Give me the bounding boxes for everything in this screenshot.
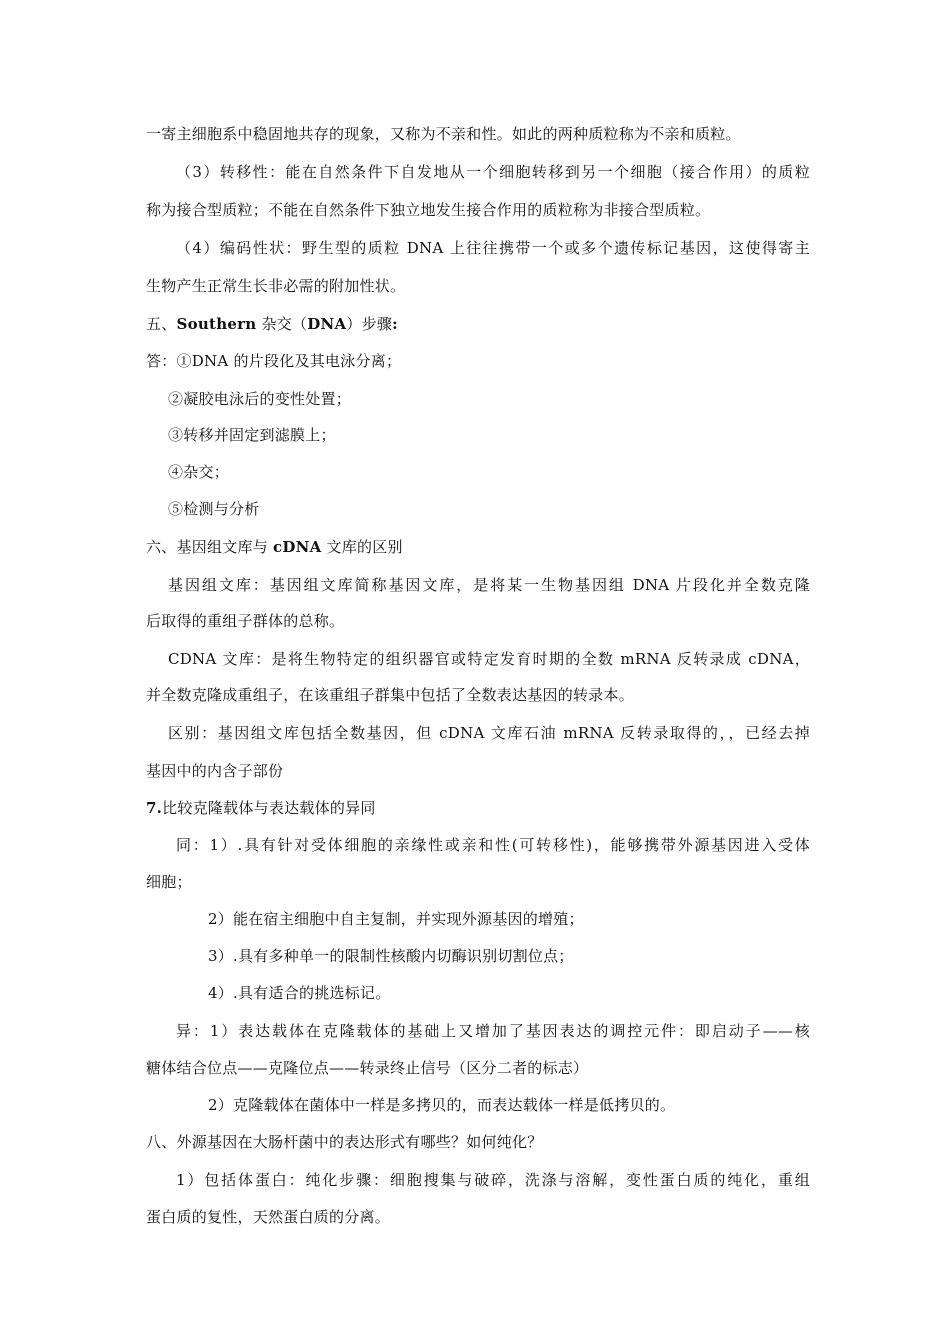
paragraph-line: 1）包括体蛋白：纯化步骤：细胞搜集与破碎，洗涤与溶解，变性蛋白质的纯化，重组 xyxy=(176,1171,810,1189)
paragraph-line: 基因中的内含子部份 xyxy=(146,762,284,780)
list-item: ⑤检测与分析 xyxy=(168,500,260,518)
paragraph-line: 生物产生正常生长非必需的附加性状。 xyxy=(146,277,406,295)
paragraph-line: CDNA 文库：是将生物特定的组织器官或特定发育时期的全数 mRNA 反转录成 cDNA， xyxy=(168,650,810,668)
section-heading-expression: 八、外源基因在大肠杆菌中的表达形式有哪些？如何纯化？ xyxy=(146,1133,543,1151)
list-item: 4）.具有适合的挑选标记。 xyxy=(208,984,391,1002)
paragraph-line: 蛋白质的复性，天然蛋白质的分离。 xyxy=(146,1208,391,1226)
list-item: 3）.具有多种单一的限制性核酸内切酶识别切割位点； xyxy=(208,947,574,965)
paragraph-line: 一寄主细胞系中稳固地共存的现象，又称为不亲和性。如此的两种质粒称为不亲和质粒。 xyxy=(146,125,741,143)
paragraph-line: 糖体结合位点——克隆位点——转录终止信号（区分二者的标志） xyxy=(146,1059,589,1077)
answer-line: 答：①DNA 的片段化及其电泳分离； xyxy=(146,352,402,370)
list-item: ②凝胶电泳后的变性处置； xyxy=(168,390,352,408)
paragraph-line: 异：1）表达载体在克隆载体的基础上又增加了基因表达的调控元件：即启动子——核 xyxy=(176,1022,810,1040)
paragraph-line: 后取得的重组子群体的总称。 xyxy=(146,612,345,630)
paragraph-line: 同：1）.具有针对受体细胞的亲缘性或亲和性(可转移性)，能够携带外源基因进入受体 xyxy=(176,836,810,854)
list-item: 2）能在宿主细胞中自主复制，并实现外源基因的增殖； xyxy=(208,910,584,928)
section-heading-libraries: 六、基因组文库与 cDNA 文库的区别 xyxy=(146,538,403,556)
section-heading-southern: 五、Southern 杂交（DNA）步骤: xyxy=(146,315,398,333)
paragraph-line: 细胞； xyxy=(146,873,192,891)
paragraph-line: 并全数克隆成重组子，在该重组子群集中包括了全数表达基因的转录本。 xyxy=(146,686,635,704)
list-item: ④杂交； xyxy=(168,463,230,481)
paragraph-line: （3）转移性：能在自然条件下自发地从一个细胞转移到另一个细胞（接合作用）的质粒 xyxy=(176,163,810,181)
section-heading-vectors: 7.比较克隆载体与表达载体的异同 xyxy=(146,799,376,817)
paragraph-line: （4）编码性状：野生型的质粒 DNA 上往往携带一个或多个遗传标记基因，这使得寄主 xyxy=(176,239,810,257)
paragraph-line: 基因组文库：基因组文库简称基因文库，是将某一生物基因组 DNA 片段化并全数克隆 xyxy=(168,576,810,594)
paragraph-line: 区别：基因组文库包括全数基因，但 cDNA 文库石油 mRNA 反转录取得的，，已经去掉 xyxy=(168,724,810,742)
list-item: ③转移并固定到滤膜上； xyxy=(168,426,336,444)
paragraph-line: 称为接合型质粒；不能在自然条件下独立地发生接合作用的质粒称为非接合型质粒。 xyxy=(146,201,711,219)
list-item: 2）克隆载体在菌体中一样是多拷贝的，而表达载体一样是低拷贝的。 xyxy=(208,1096,676,1114)
